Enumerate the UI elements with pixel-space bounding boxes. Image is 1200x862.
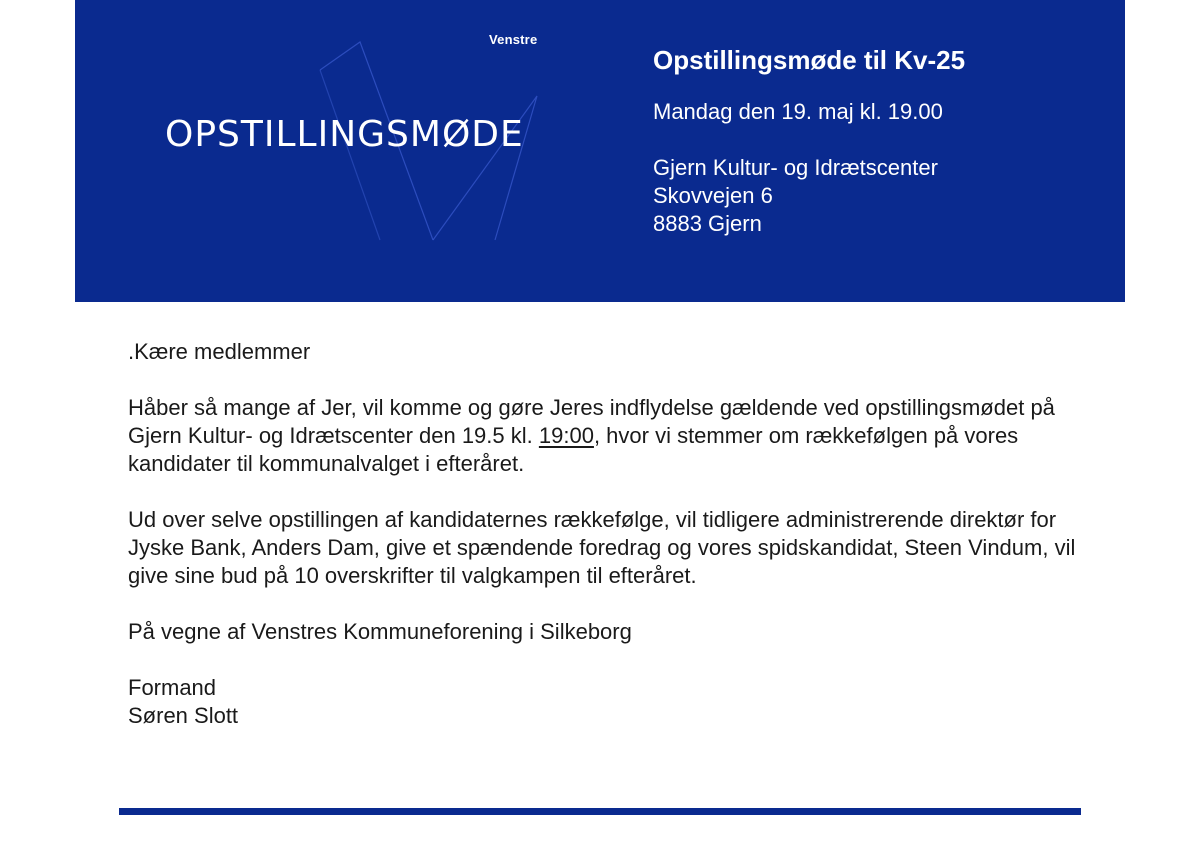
event-date: Mandag den 19. maj kl. 19.00 (653, 99, 943, 124)
letter-paragraph-3: På vegne af Venstres Kommuneforening i Silkeborg (128, 619, 632, 644)
event-city: 8883 Gjern (653, 211, 762, 236)
letter-greeting: .Kære medlemmer (128, 339, 311, 364)
letter-paragraph-2: Ud over selve opstillingen af kandidaternes rækkefølge, vil tidligere administrerende direktør for Jyske Bank, Anders Dam, give et spændende foredrag og vores spidskandidat, Steen Vindum, vil give sine bud på 10 overskrifter til valgkampen til efteråret. (128, 507, 1076, 588)
event-info (653, 44, 965, 238)
signature-role: Formand (128, 675, 217, 700)
letter-body (128, 338, 1088, 730)
event-title: Opstillingsmøde til Kv-25 (653, 45, 966, 75)
party-logo: Venstre (489, 32, 538, 47)
event-street: Skovvejen 6 (653, 183, 773, 208)
paragraph-1-text-end: , hvor vi stemmer om rækkefølgen på vores kandidater til kommunalvalget i efteråret. (128, 423, 1019, 476)
footer-divider (119, 808, 1081, 815)
event-banner (75, 0, 1125, 302)
paragraph-1-text-start: Håber så mange af Jer, vil komme og gøre Jeres indflydelse gældende ved opstillingsmødet på Gjern Kultur- og Idrætscenter den 19.5 kl. (128, 395, 1055, 448)
signature-name: Søren Slott (128, 703, 239, 728)
event-venue: Gjern Kultur- og Idrætscenter (653, 155, 938, 180)
banner-headline: OPSTILLINGSMØDE (165, 114, 524, 155)
letter-paragraph-1 (128, 394, 1088, 478)
meeting-time-link[interactable]: 19:00 (538, 423, 594, 448)
